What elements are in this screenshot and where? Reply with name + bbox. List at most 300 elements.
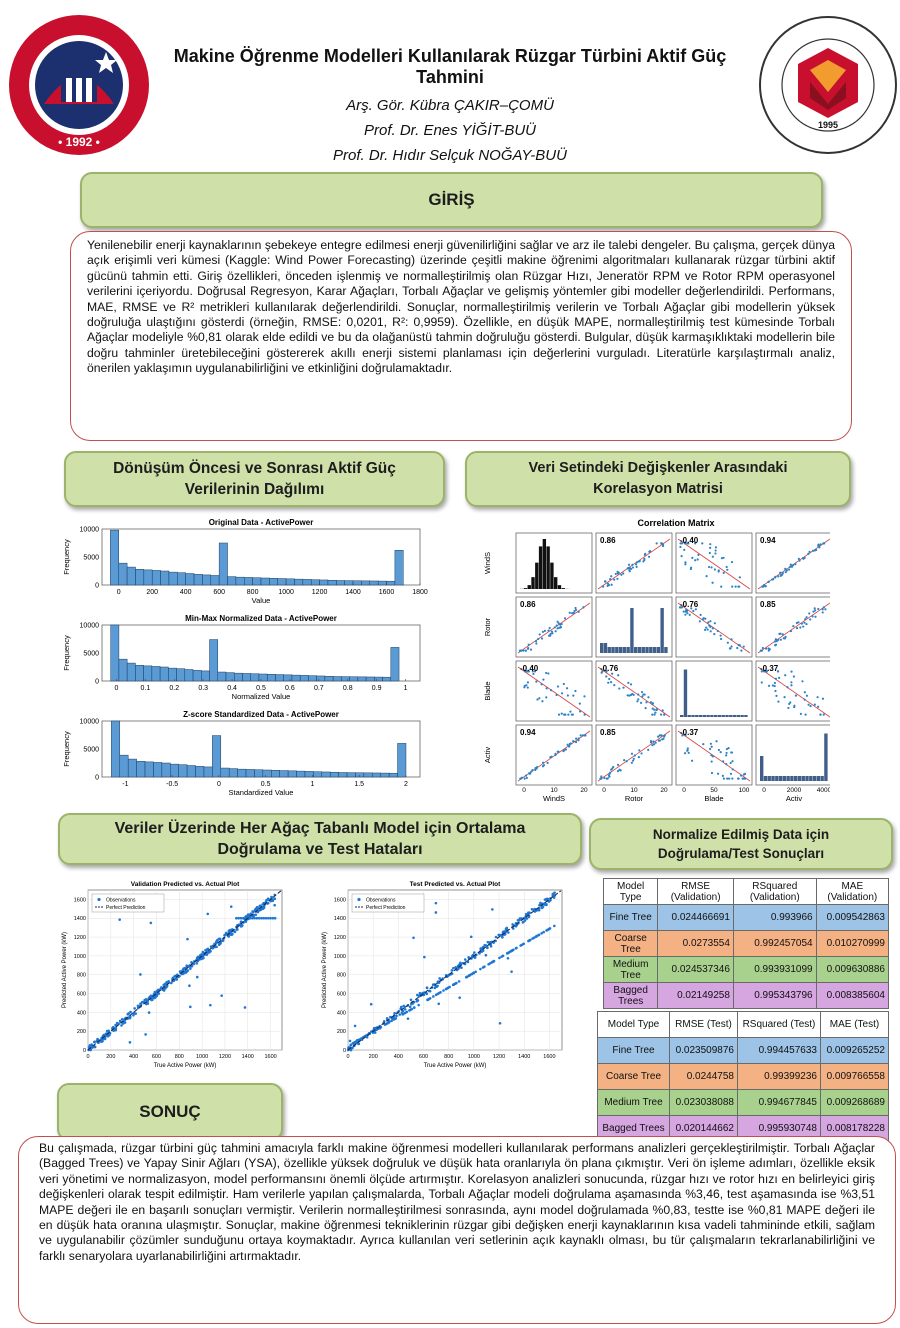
model-type-cell: Bagged Trees — [598, 1116, 670, 1142]
scatter-point — [555, 694, 557, 696]
scatter-point — [717, 773, 719, 775]
scatter-point — [662, 709, 664, 711]
metric-cell: 0.0273554 — [658, 931, 734, 957]
observation-point — [498, 957, 501, 960]
x-tick-label: 600 — [151, 1054, 162, 1060]
diagonal-bar — [764, 776, 767, 781]
histogram-charts — [58, 515, 430, 805]
table-header-row — [598, 1012, 889, 1038]
observation-point — [539, 902, 542, 905]
scatter-point — [725, 763, 727, 765]
diagonal-bar — [802, 776, 805, 781]
histogram-bar — [292, 675, 300, 681]
scatter-point — [692, 610, 694, 612]
scatter-point — [686, 612, 688, 614]
scatter-point — [822, 542, 824, 544]
scatter-point — [732, 768, 734, 770]
x-tick-label: -1 — [122, 781, 129, 788]
scatter-point — [804, 557, 806, 559]
histogram-bar — [361, 581, 369, 585]
scatter-point — [573, 612, 575, 614]
scatter-point — [720, 635, 722, 637]
histogram-bar — [389, 773, 397, 777]
diagonal-bar — [642, 647, 645, 653]
scatter-point — [610, 575, 612, 577]
histogram-bar — [135, 665, 143, 681]
diagonal-bar — [649, 647, 652, 653]
scatter-point — [789, 566, 791, 568]
col-tick-label: 20 — [580, 787, 588, 794]
scatter-point — [569, 743, 571, 745]
scatter-point — [712, 627, 714, 629]
scatter-point — [718, 749, 720, 751]
scatter-point — [575, 738, 577, 740]
histogram-bar — [345, 581, 353, 585]
row-label: Activ — [483, 746, 492, 764]
histogram-bar — [186, 574, 194, 585]
histogram-bar — [161, 571, 169, 585]
observation-point — [501, 936, 504, 939]
scatter-point — [761, 650, 763, 652]
observation-point — [486, 947, 489, 950]
scatter-point — [635, 566, 637, 568]
metric-cell: 0.995930748 — [738, 1116, 821, 1142]
scatter-point — [731, 760, 733, 762]
histogram-bar — [333, 677, 341, 681]
test-results-table — [597, 1011, 889, 1142]
correlation-value-label: 0.85 — [760, 600, 776, 609]
scatter-point — [726, 566, 728, 568]
observation-point — [258, 917, 261, 920]
observation-point — [386, 1017, 389, 1020]
legend-label: Perfect Prediction — [106, 905, 146, 911]
observation-point — [170, 982, 173, 985]
metric-cell: 0.0244758 — [670, 1064, 738, 1090]
scatter-point — [715, 740, 717, 742]
histogram-bar — [193, 670, 201, 681]
histogram-bar — [381, 773, 389, 777]
scatter-point — [608, 773, 610, 775]
observation-point — [272, 917, 275, 920]
scatter-point — [542, 631, 544, 633]
diagonal-bar — [524, 588, 527, 589]
table-header-cell: Model Type — [604, 879, 658, 905]
scatter-point — [792, 625, 794, 627]
x-axis-label: Standardized Value — [228, 788, 294, 797]
x-tick-label: -0.5 — [166, 781, 179, 788]
x-tick-label: 1200 — [492, 1054, 506, 1060]
y-axis-label: Frequency — [62, 635, 71, 671]
diagonal-bar — [630, 608, 633, 653]
histogram-bar — [303, 579, 311, 585]
scatter-point — [600, 778, 602, 780]
observation-point — [485, 954, 488, 957]
y-tick-label: 200 — [76, 1029, 86, 1036]
scatter-point — [561, 713, 563, 715]
observation-point — [549, 927, 552, 930]
scatter-point — [612, 766, 614, 768]
scatter-point — [546, 687, 548, 689]
histogram-bar — [177, 669, 185, 681]
histogram-bar — [185, 670, 193, 681]
histogram-svg — [58, 515, 430, 805]
observation-point — [408, 1009, 411, 1012]
scatter-point — [714, 552, 716, 554]
table-header-row — [604, 879, 889, 905]
histogram-bar — [263, 770, 271, 777]
scatter-point — [542, 679, 544, 681]
x-tick-label: 1200 — [311, 589, 328, 596]
scatter-point — [615, 573, 617, 575]
hatalar-heading — [58, 813, 582, 865]
diagonal-bar — [615, 647, 618, 653]
histogram-bar — [297, 771, 305, 777]
scatter-point — [650, 740, 652, 742]
observation-point — [186, 938, 189, 941]
scatter-point — [744, 778, 746, 780]
histogram-bar — [366, 677, 374, 681]
observation-point — [419, 992, 422, 995]
observation-point — [510, 970, 513, 973]
x-tick-label: 0.4 — [227, 685, 237, 692]
histogram-bar — [168, 668, 176, 681]
scatter-point — [620, 574, 622, 576]
histogram-bar — [271, 770, 279, 777]
y-tick-label: 0 — [342, 1048, 346, 1054]
scatter-point — [608, 678, 610, 680]
scatter-point — [689, 614, 691, 616]
scatter-point — [557, 621, 559, 623]
diagonal-bar — [733, 715, 736, 717]
observation-point — [500, 955, 503, 958]
metric-cell: 0.023038088 — [670, 1090, 738, 1116]
scatter-point — [617, 770, 619, 772]
x-tick-label: 800 — [246, 589, 259, 596]
y-tick-label: 5000 — [83, 554, 99, 562]
scatter-point — [714, 568, 716, 570]
diagonal-bar — [718, 715, 721, 717]
scatter-point — [575, 741, 577, 743]
observation-point — [215, 945, 218, 948]
scatter-point — [557, 751, 559, 753]
observation-point — [249, 917, 252, 920]
y-tick-label: 5000 — [83, 650, 99, 658]
y-tick-label: 1000 — [333, 953, 346, 960]
scatter-point — [655, 709, 657, 711]
x-tick-label: 1000 — [278, 589, 294, 596]
scatter-point — [788, 568, 790, 570]
diagonal-bar — [653, 647, 656, 653]
x-tick-label: 1200 — [218, 1054, 232, 1060]
observation-point — [230, 905, 233, 908]
y-tick-label: 600 — [336, 991, 346, 998]
scatter-point — [580, 734, 582, 736]
scatter-point — [701, 542, 703, 544]
scatter-point — [694, 559, 696, 561]
scatter-point — [561, 692, 563, 694]
scatter-point — [535, 642, 537, 644]
observation-point — [447, 987, 450, 990]
diagonal-bar — [699, 715, 702, 717]
scatter-point — [765, 585, 767, 587]
scatter-point — [572, 740, 574, 742]
diagonal-bar — [608, 647, 611, 653]
scatter-point — [617, 764, 619, 766]
scatter-point — [563, 683, 565, 685]
scatter-point — [725, 754, 727, 756]
observation-point — [237, 917, 240, 920]
diagonal-bar — [657, 647, 660, 653]
logo-right — [758, 12, 898, 158]
observation-point — [260, 917, 263, 920]
author-3: Prof. Dr. Hıdır Selçuk NOĞAY-BUÜ — [333, 147, 567, 164]
scatter-point — [793, 706, 795, 708]
histogram-bar — [311, 580, 319, 585]
scatter-point — [608, 584, 610, 586]
scatter-point — [744, 773, 746, 775]
col-tick-label: 0 — [522, 787, 526, 794]
scatter-point — [572, 714, 574, 716]
y-tick-label: 600 — [76, 991, 86, 998]
scatter-point — [808, 704, 810, 706]
scatter-point — [727, 642, 729, 644]
scatter-point — [524, 778, 526, 780]
scatter-point — [623, 759, 625, 761]
legend-label: Perfect Prediction — [366, 905, 406, 911]
scatter-point — [575, 609, 577, 611]
observation-point — [526, 917, 529, 920]
observation-point — [400, 1006, 403, 1009]
metric-cell: 0.99399236 — [738, 1064, 821, 1090]
scatter-point — [653, 714, 655, 716]
scatter-point — [775, 695, 777, 697]
scatter-point — [529, 773, 531, 775]
histogram-title: Min-Max Normalized Data - ActivePower — [185, 614, 337, 623]
observation-point — [519, 944, 522, 947]
observation-point — [196, 962, 199, 965]
scatter-point — [610, 681, 612, 683]
observation-point — [452, 967, 455, 970]
observation-point — [256, 917, 259, 920]
observation-point — [188, 984, 191, 987]
histogram-bar — [339, 773, 347, 777]
observation-point — [262, 917, 265, 920]
observation-point — [186, 970, 189, 973]
scatter-point — [535, 680, 537, 682]
histogram-bar — [127, 567, 135, 585]
col-tick-label: 10 — [630, 787, 638, 794]
scatter-point — [714, 622, 716, 624]
histogram-bar — [251, 674, 259, 681]
y-tick-label: 800 — [76, 972, 86, 979]
scatter-point — [739, 576, 741, 578]
observation-point — [474, 970, 477, 973]
observation-point — [352, 1042, 355, 1045]
observation-point — [154, 996, 157, 999]
scatter-point — [707, 621, 709, 623]
diagonal-bar — [604, 643, 607, 653]
observation-point — [355, 1041, 358, 1044]
legend-label: Observations — [366, 897, 396, 904]
scatter-point — [554, 626, 556, 628]
diagonal-bar — [775, 776, 778, 781]
x-tick-label: 1 — [310, 781, 315, 788]
scatter-point — [720, 586, 722, 588]
scatter-title: Test Predicted vs. Actual Plot — [409, 881, 501, 888]
scatter-point — [822, 611, 824, 613]
scatter-point — [777, 575, 779, 577]
scatter-point — [522, 650, 524, 652]
scatter-point — [708, 566, 710, 568]
scatter-point — [541, 683, 543, 685]
observation-point — [470, 973, 473, 976]
scatter-point — [817, 544, 819, 546]
scatter-point — [637, 698, 639, 700]
diagonal-bar — [645, 647, 648, 653]
scatter-point — [520, 650, 522, 652]
observation-point — [542, 931, 545, 934]
correlation-cell — [516, 597, 592, 657]
correlation-svg — [478, 515, 830, 811]
diagonal-bar — [790, 776, 793, 781]
scatter-point — [654, 712, 656, 714]
histogram-bar — [288, 771, 296, 777]
scatter-point — [535, 640, 537, 642]
scatter-point — [814, 609, 816, 611]
scatter-point — [704, 618, 706, 620]
histogram-bar — [246, 769, 254, 777]
svg-text:1995: 1995 — [817, 120, 839, 130]
svg-text:• 1992 •: • 1992 • — [58, 135, 100, 149]
scatter-point — [780, 639, 782, 641]
scatter-point — [611, 584, 613, 586]
y-tick-label: 0 — [95, 774, 99, 782]
col-tick-label: 50 — [710, 787, 718, 794]
observation-point — [93, 1041, 96, 1044]
x-tick-label: 1400 — [241, 1054, 254, 1060]
scatter-point — [802, 625, 804, 627]
scatter-point — [796, 627, 798, 629]
scatter-point — [527, 648, 529, 650]
scatter-title: Validation Predicted vs. Actual Plot — [130, 881, 240, 888]
observation-point — [417, 1004, 420, 1007]
scatter-point — [702, 618, 704, 620]
y-tick-label: 800 — [336, 972, 346, 979]
observation-point — [515, 925, 518, 928]
observation-point — [150, 995, 153, 998]
model-type-cell: Fine Tree — [598, 1038, 670, 1064]
diagonal-bar — [813, 776, 816, 781]
table-header-cell: Model Type — [598, 1012, 670, 1038]
histogram-bar — [111, 625, 119, 681]
scatter-point — [722, 775, 724, 777]
scatter-point — [774, 690, 776, 692]
scatter-point — [574, 607, 576, 609]
scatter-point — [790, 630, 792, 632]
validation-scatter-svg — [58, 878, 298, 1083]
observation-point — [351, 1047, 354, 1050]
model-type-cell: Coarse Tree — [604, 931, 658, 957]
histogram-bar — [328, 580, 336, 585]
scatter-point — [809, 618, 811, 620]
correlation-value-label: -0.76 — [600, 664, 619, 673]
x-tick-label: 0 — [86, 1054, 90, 1060]
scatter-point — [803, 622, 805, 624]
histogram-bar — [153, 762, 161, 777]
correlation-value-label: 0.86 — [600, 536, 616, 545]
scatter-point — [709, 543, 711, 545]
diagonal-bar — [543, 539, 546, 589]
x-axis-label: Value — [251, 596, 271, 605]
observation-point — [253, 917, 256, 920]
histogram-bar — [177, 573, 185, 585]
scatter-point — [541, 637, 543, 639]
scatter-point — [555, 630, 557, 632]
histogram-bar — [391, 647, 399, 681]
scatter-point — [820, 543, 822, 545]
scatter-point — [720, 751, 722, 753]
scatter-point — [814, 616, 816, 618]
histogram-bar — [144, 570, 152, 585]
observation-point — [121, 1018, 124, 1021]
scatter-legend — [92, 894, 164, 912]
x-tick-label: 0 — [114, 685, 119, 692]
histogram-bar — [253, 578, 261, 585]
histogram-bar — [325, 676, 333, 681]
scatter-point — [709, 748, 711, 750]
scatter-point — [800, 713, 802, 715]
scatter-point — [602, 586, 604, 588]
scatter-point — [794, 563, 796, 565]
x-tick-label: 1000 — [195, 1054, 209, 1060]
scatter-point — [817, 608, 819, 610]
x-tick-label: 400 — [129, 1054, 139, 1060]
scatter-point — [582, 606, 584, 608]
observation-point — [90, 1044, 93, 1047]
scatter-point — [687, 747, 689, 749]
scatter-point — [810, 705, 812, 707]
scatter-point — [627, 682, 629, 684]
histogram-bar — [152, 666, 160, 681]
scatter-point — [631, 753, 633, 755]
scatter-point — [655, 742, 657, 744]
scatter-point — [762, 647, 764, 649]
histogram-bar — [110, 530, 118, 585]
histogram-bar — [244, 577, 252, 585]
scatter-point — [561, 623, 563, 625]
scatter-point — [628, 564, 630, 566]
scatter-point — [709, 552, 711, 554]
table-row — [598, 1064, 889, 1090]
scatter-point — [538, 697, 540, 699]
observation-point — [274, 917, 277, 920]
histogram-bar — [145, 762, 153, 777]
metric-cell: 0.008178228 — [820, 1116, 888, 1142]
scatter-point — [790, 671, 792, 673]
histogram-bar — [269, 578, 277, 585]
scatter-point — [630, 683, 632, 685]
scatter-point — [636, 561, 638, 563]
correlation-value-label: -0.40 — [520, 664, 539, 673]
observation-point — [458, 996, 461, 999]
scatter-point — [636, 700, 638, 702]
metric-cell: 0.023509876 — [670, 1038, 738, 1064]
legend-marker — [357, 898, 360, 901]
correlation-cell — [676, 725, 752, 785]
observation-point — [390, 1020, 393, 1023]
diagonal-bar — [768, 776, 771, 781]
scatter-point — [791, 566, 793, 568]
